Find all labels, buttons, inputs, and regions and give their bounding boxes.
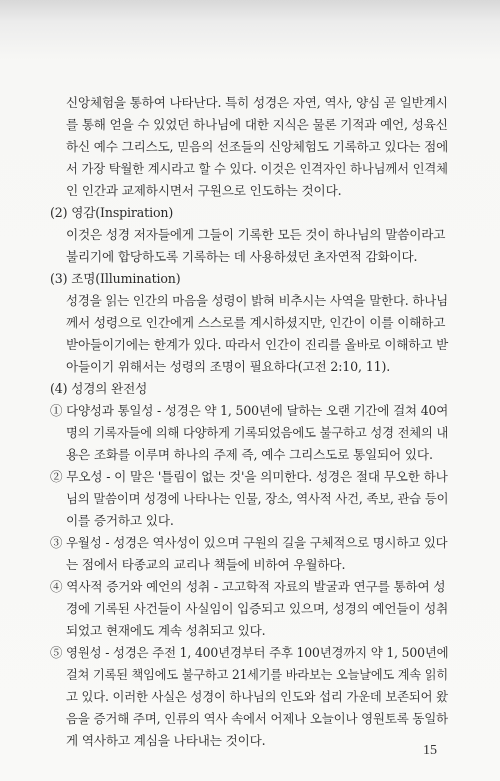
text-line: 아들이기 위해서는 성령의 조명이 필요하다(고전 2:10, 11). xyxy=(66,359,391,374)
list-item-line: ④ 역사적 증거와 예언의 성취 - 고고학적 자료의 발굴과 연구를 통하여 성 xyxy=(50,579,446,594)
text-line: 서 가장 탁월한 계시라고 할 수 있다. 이것은 인격자인 하나님께서 인격체 xyxy=(66,161,448,176)
list-item-line: ⑤ 영원성 - 성경은 주전 1, 400년경부터 주후 100년경까지 약 1, 500년에 xyxy=(50,645,449,660)
text-line: 걸쳐 기록된 책임에도 불구하고 21세기를 바라보는 오늘날에도 계속 읽히 xyxy=(66,667,449,682)
text-line: 용은 조화를 이루며 하나의 주제 즉, 예수 그리스도로 통일되어 있다. xyxy=(66,447,433,462)
text-line: 경에 기록된 사건들이 사실임이 입증되고 있으며, 성경의 예언들이 성취 xyxy=(66,601,449,616)
text-line: 신앙체험을 통하여 나타난다. 특히 성경은 자연, 역사, 양심 곧 일반계시 xyxy=(66,95,448,110)
text-line: 불리기에 합당하도록 기록하는 데 사용하셨던 초자연적 감화이다. xyxy=(66,249,418,264)
list-item-line: ① 다양성과 통일성 - 성경은 약 1, 500년에 달하는 오랜 기간에 걸쳐 40여 xyxy=(50,403,449,418)
section-heading: (2) 영감(Inspiration) xyxy=(50,205,174,220)
section-heading: (4) 성경의 완전성 xyxy=(50,381,148,396)
text-line: 음을 증거해 주며, 인류의 역사 속에서 어제나 오늘이나 영원토록 동일하 xyxy=(66,711,448,726)
text-line: 하신 예수 그리스도, 믿음의 선조들의 신앙체험도 기록하고 있다는 점에 xyxy=(66,139,449,154)
text-line: 께서 성령으로 인간에게 스스로를 계시하셨지만, 인간이 이를 이해하고 xyxy=(66,315,446,330)
text-line: 고 있다. 이러한 사실은 성경이 하나님의 인도와 섭리 가운데 보존되어 왔 xyxy=(66,689,448,704)
section-heading: (3) 조명(Illumination) xyxy=(50,271,181,286)
text-line: 성경을 읽는 인간의 마음을 성령이 밝혀 비추시는 사역을 말한다. 하나님 xyxy=(66,293,448,308)
text-line: 인 인간과 교제하시면서 구원으로 인도하는 것이다. xyxy=(66,183,342,198)
list-item-line: ② 무오성 - 이 말은 '틀림이 없는 것'을 의미한다. 성경은 절대 무오한 하나 xyxy=(50,469,448,484)
text-line: 는 점에서 타종교의 교리나 책들에 비하여 우월하다. xyxy=(66,557,346,572)
text-line: 명의 기록자들에 의해 다양하게 기록되었음에도 불구하고 성경 전체의 내 xyxy=(66,425,449,440)
text-line: 이를 증거하고 있다. xyxy=(66,513,174,528)
text-line: 님의 말씀이며 성경에 나타나는 인물, 장소, 역사적 사건, 족보, 관습 등이 xyxy=(66,491,449,506)
text-line: 되었고 현재에도 계속 성취되고 있다. xyxy=(66,623,266,638)
text-line: 이것은 성경 저자들에게 그들이 기록한 모든 것이 하나님의 말씀이라고 xyxy=(66,227,446,242)
text-line: 게 역사하고 계심을 나타내는 것이다. xyxy=(66,733,266,748)
list-item-line: ③ 우월성 - 성경은 역사성이 있으며 구원의 길을 구체적으로 명시하고 있다 xyxy=(50,535,448,550)
text-line: 받아들이기에는 한계가 있다. 따라서 인간이 진리를 올바로 이해하고 받 xyxy=(66,337,449,352)
page-number: 15 xyxy=(423,743,437,758)
text-line: 를 통해 얻을 수 있었던 하나님에 대한 지식은 물론 기적과 예언, 성육신 xyxy=(66,117,448,132)
